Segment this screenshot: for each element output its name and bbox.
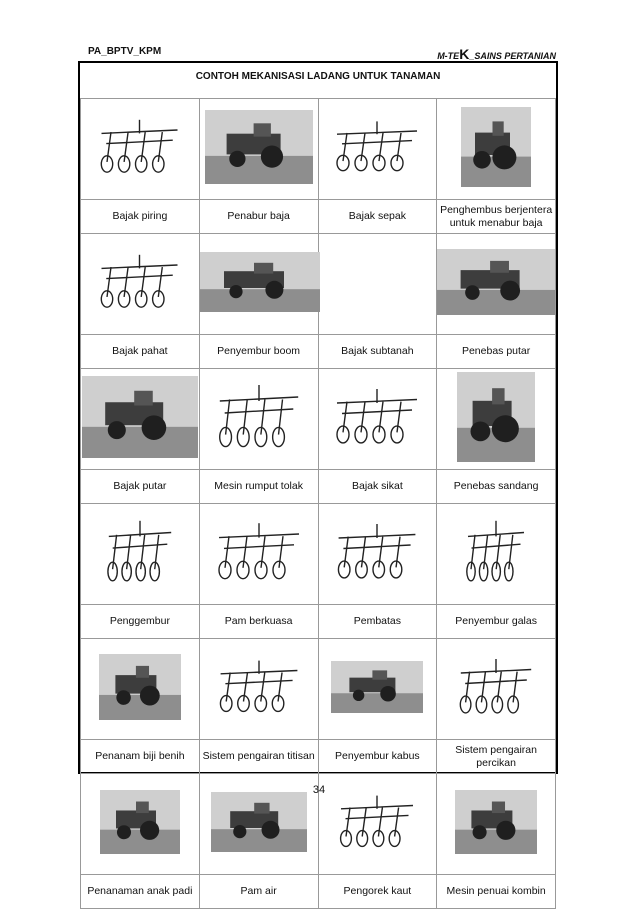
image-cell <box>318 99 437 200</box>
image-cell <box>81 369 200 470</box>
page-title: CONTOH MEKANISASI LADANG UNTUK TANAMAN <box>195 71 441 82</box>
fog-sprayer-icon <box>331 661 423 713</box>
image-row <box>81 234 556 335</box>
kick-plough-icon <box>327 115 427 179</box>
caption-cell: Bajak putar <box>81 470 200 504</box>
caption-row <box>81 470 556 504</box>
caption-cell: Penabur baja <box>199 200 318 234</box>
header-left: PA_BPTV_KPM <box>88 46 162 57</box>
caption-row <box>81 605 556 639</box>
image-cell <box>437 99 556 200</box>
image-cell <box>318 234 437 335</box>
caption-cell: Penggembur <box>81 605 200 639</box>
caption-cell: Penanam biji benih <box>81 740 200 774</box>
disc-harrow-icon <box>327 382 427 452</box>
push-mower-icon <box>210 377 308 457</box>
power-pump-icon <box>209 516 309 588</box>
image-cell <box>199 639 318 740</box>
image-cell <box>437 639 556 740</box>
caption-cell: Sistem pengairan titisan <box>199 740 318 774</box>
mist-blower-icon <box>461 107 531 187</box>
image-cell <box>437 369 556 470</box>
image-cell <box>318 639 437 740</box>
image-cell <box>318 504 437 605</box>
caption-cell: Bajak subtanah <box>318 335 437 369</box>
caption-cell: Pam air <box>199 875 318 909</box>
sprinkler-irrigation-icon <box>452 652 540 722</box>
caption-row <box>81 740 556 774</box>
caption-row <box>81 200 556 234</box>
caption-cell: Bajak pahat <box>81 335 200 369</box>
image-cell <box>81 99 200 200</box>
image-cell <box>437 504 556 605</box>
brush-cutter-icon <box>457 372 535 462</box>
image-cell <box>199 369 318 470</box>
image-cell <box>437 234 556 335</box>
knapsack-sprayer-icon <box>461 513 531 591</box>
seed-planter-icon <box>99 654 181 720</box>
caption-row <box>81 335 556 369</box>
caption-cell: Penyembur boom <box>199 335 318 369</box>
rotary-tiller-icon <box>101 513 179 591</box>
water-pump-icon <box>211 792 307 852</box>
combine-harvester-icon <box>455 790 537 854</box>
caption-cell: Pembatas <box>318 605 437 639</box>
image-cell <box>81 234 200 335</box>
rice-transplanter-icon <box>100 790 180 854</box>
image-cell <box>81 639 200 740</box>
image-cell <box>199 504 318 605</box>
boom-sprayer-icon <box>200 252 320 312</box>
ridger-icon <box>329 517 425 587</box>
image-row <box>81 369 556 470</box>
disc-plough-icon <box>92 113 187 181</box>
image-cell <box>318 369 437 470</box>
caption-cell: Mesin rumput tolak <box>199 470 318 504</box>
rotary-slasher-icon <box>437 249 555 315</box>
rotary-plough-icon <box>82 376 198 458</box>
caption-cell: Penyembur galas <box>437 605 556 639</box>
caption-cell: Bajak piring <box>81 200 200 234</box>
caption-cell: Penebas putar <box>437 335 556 369</box>
image-row <box>81 99 556 200</box>
image-row <box>81 504 556 605</box>
drip-irrigation-icon <box>211 654 307 720</box>
caption-cell: Bajak sepak <box>318 200 437 234</box>
backhoe-loader-icon <box>332 789 422 855</box>
caption-cell: Penebas sandang <box>437 470 556 504</box>
caption-cell: Penanaman anak padi <box>81 875 200 909</box>
image-cell <box>81 504 200 605</box>
caption-cell: Penghembus berjentera untuk menabur baja <box>437 200 556 234</box>
caption-cell: Mesin penuai kombin <box>437 875 556 909</box>
image-row <box>81 639 556 740</box>
fertilizer-spreader-icon <box>205 110 313 184</box>
caption-cell: Pengorek kaut <box>318 875 437 909</box>
page-number: 34 <box>312 784 326 796</box>
caption-cell: Sistem pengairan percikan <box>437 740 556 774</box>
caption-cell: Pam berkuasa <box>199 605 318 639</box>
image-cell <box>199 99 318 200</box>
image-cell <box>199 234 318 335</box>
header-right: M-TEK_SAINS PERTANIAN <box>437 46 556 62</box>
chisel-plough-icon <box>92 248 187 316</box>
caption-row <box>81 875 556 909</box>
caption-cell: Penyembur kabus <box>318 740 437 774</box>
caption-cell: Bajak sikat <box>318 470 437 504</box>
